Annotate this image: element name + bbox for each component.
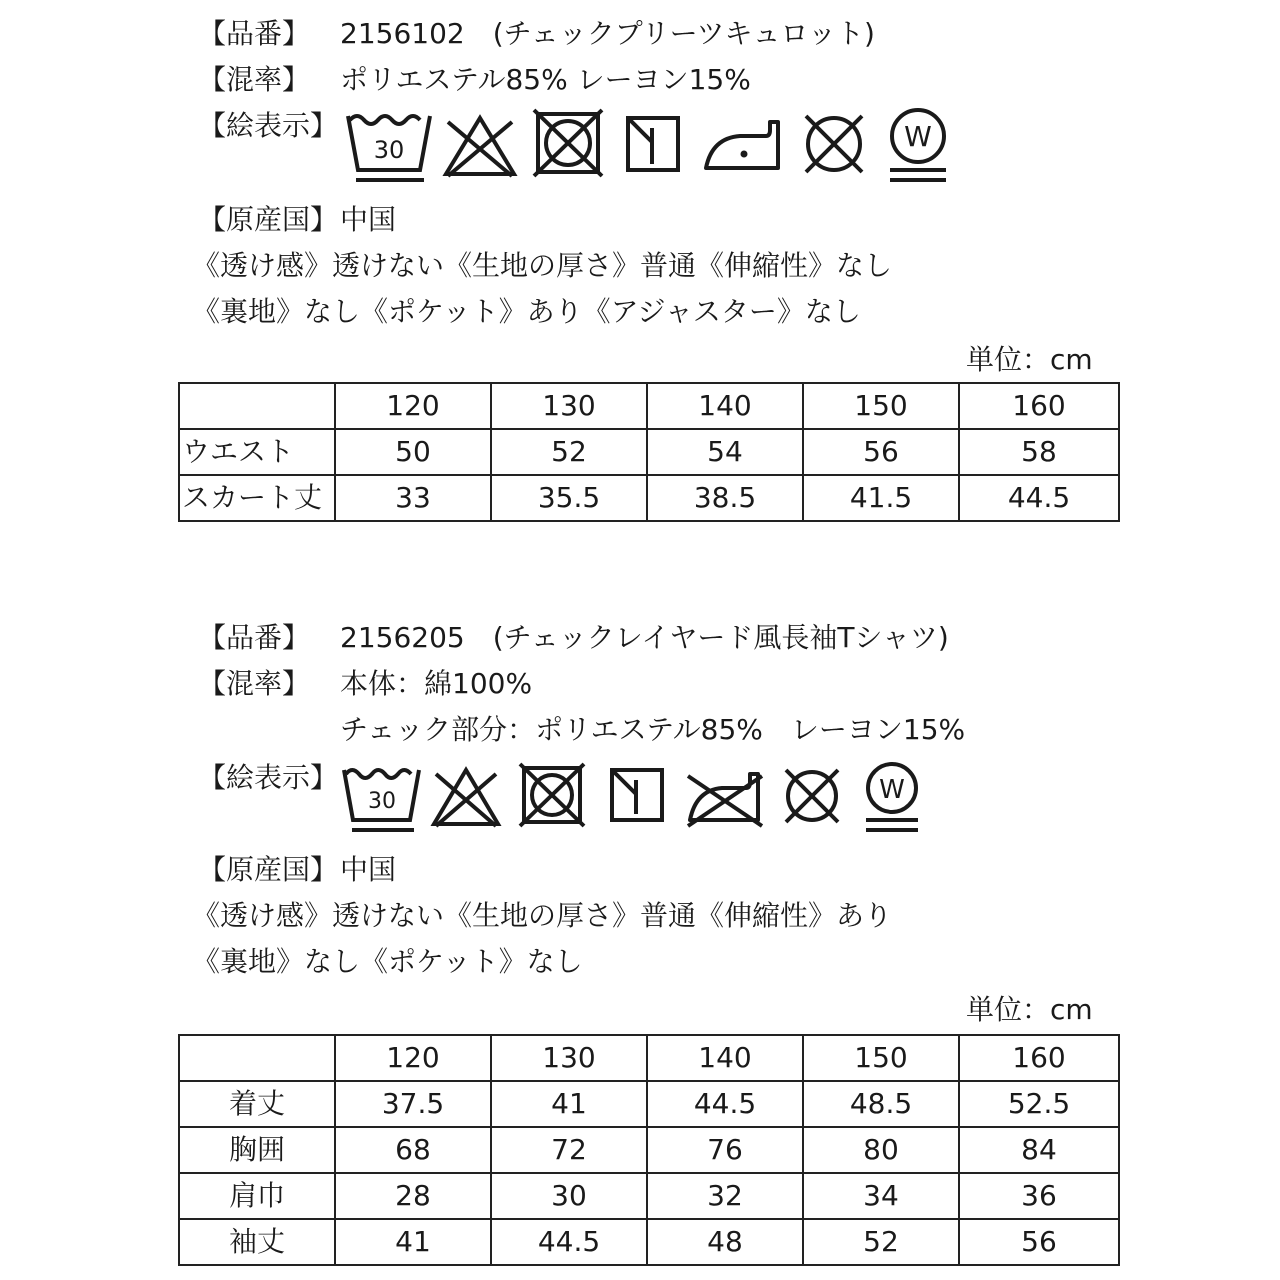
no-tumble-dry-icon: [514, 762, 604, 838]
svg-text:W: W: [904, 120, 932, 153]
care-label: 【絵表示】: [198, 109, 339, 142]
table-cell: 44.5: [647, 1081, 803, 1127]
table-row: [179, 1173, 1119, 1219]
table-row: [179, 429, 1119, 475]
table-header-row: [179, 383, 1119, 429]
properties-line-1: 《透け感》透けない《生地の厚さ》普通《伸縮性》あり: [192, 899, 893, 932]
table-cell: 28: [335, 1173, 491, 1219]
table-cell: 52: [491, 429, 647, 475]
table-cell: 50: [335, 429, 491, 475]
table-header-cell: 150: [803, 1035, 959, 1081]
item-number: 2156205 (チェックレイヤード風長袖Tシャツ): [340, 621, 949, 654]
origin-label: 【原産国】: [198, 203, 339, 236]
line-dry-shade-icon: [604, 762, 684, 838]
table-header-cell: 160: [959, 383, 1119, 429]
table-cell: 58: [959, 429, 1119, 475]
table-cell: 30: [491, 1173, 647, 1219]
properties-line-2: 《裏地》なし《ポケット》あり《アジャスター》なし: [192, 295, 861, 328]
table-cell: 72: [491, 1127, 647, 1173]
properties-line-1: 《透け感》透けない《生地の厚さ》普通《伸縮性》なし: [192, 249, 893, 282]
table-row: [179, 1127, 1119, 1173]
table-row: [179, 1219, 1119, 1265]
mix-value-2: チェック部分：ポリエステル85% レーヨン15%: [340, 713, 966, 746]
origin-value: 中国: [340, 853, 397, 886]
table-header-cell: 130: [491, 383, 647, 429]
item-label: 【品番】: [198, 621, 311, 654]
table-cell: 52.5: [959, 1081, 1119, 1127]
care-icons: [340, 762, 936, 838]
iron-low-icon: [700, 108, 796, 188]
table-cell: 48.5: [803, 1081, 959, 1127]
wet-clean-icon: [884, 108, 964, 188]
row-label: スカート丈: [179, 475, 335, 521]
table-header-cell: 130: [491, 1035, 647, 1081]
table-header-cell: 120: [335, 383, 491, 429]
row-label: 袖丈: [179, 1219, 335, 1265]
line-dry-shade-icon: [620, 108, 700, 188]
svg-text:W: W: [879, 775, 905, 805]
no-dryclean-icon: [776, 762, 860, 838]
row-label: 肩巾: [179, 1173, 335, 1219]
wash-30-icon: [340, 762, 428, 838]
no-dryclean-icon: [796, 108, 884, 188]
table-cell: 84: [959, 1127, 1119, 1173]
row-label: ウエスト: [179, 429, 335, 475]
svg-text:30: 30: [373, 136, 405, 164]
table-header-cell: 150: [803, 383, 959, 429]
origin-value: 中国: [340, 203, 397, 236]
table-cell: 80: [803, 1127, 959, 1173]
table-cell: 37.5: [335, 1081, 491, 1127]
table-cell: 33: [335, 475, 491, 521]
table-header-cell: 160: [959, 1035, 1119, 1081]
mix-value: 本体：綿100%: [340, 667, 533, 700]
no-tumble-dry-icon: [528, 108, 620, 188]
wet-clean-icon: [860, 762, 936, 838]
table-header-cell: 120: [335, 1035, 491, 1081]
table-header-cell: [179, 383, 335, 429]
no-bleach-icon: [440, 108, 528, 188]
table-cell: 56: [803, 429, 959, 475]
no-iron-icon: [684, 762, 776, 838]
table-cell: 32: [647, 1173, 803, 1219]
table-cell: 41.5: [803, 475, 959, 521]
no-bleach-icon: [428, 762, 514, 838]
row-label: 着丈: [179, 1081, 335, 1127]
mix-label: 【混率】: [198, 667, 311, 700]
care-icons: [344, 108, 964, 188]
table-cell: 44.5: [491, 1219, 647, 1265]
table-cell: 76: [647, 1127, 803, 1173]
table-cell: 54: [647, 429, 803, 475]
table-header-cell: 140: [647, 383, 803, 429]
item-label: 【品番】: [198, 17, 311, 50]
table-header-cell: 140: [647, 1035, 803, 1081]
mix-label: 【混率】: [198, 63, 311, 96]
table-cell: 48: [647, 1219, 803, 1265]
unit-label: 単位：cm: [966, 343, 1093, 376]
origin-label: 【原産国】: [198, 853, 339, 886]
table-cell: 44.5: [959, 475, 1119, 521]
unit-label: 単位：cm: [966, 993, 1093, 1026]
table-cell: 38.5: [647, 475, 803, 521]
item-number: 2156102 (チェックプリーツキュロット): [340, 17, 875, 50]
table-header-row: [179, 1035, 1119, 1081]
table-header-cell: [179, 1035, 335, 1081]
size-table: [178, 382, 1120, 522]
table-cell: 35.5: [491, 475, 647, 521]
table-cell: 34: [803, 1173, 959, 1219]
size-table: [178, 1034, 1120, 1266]
table-row: [179, 1081, 1119, 1127]
row-label: 胸囲: [179, 1127, 335, 1173]
properties-line-2: 《裏地》なし《ポケット》なし: [192, 945, 583, 978]
mix-value: ポリエステル85% レーヨン15%: [340, 63, 751, 96]
svg-text:30: 30: [368, 789, 396, 814]
table-cell: 41: [491, 1081, 647, 1127]
table-cell: 36: [959, 1173, 1119, 1219]
wash-30-icon: [344, 108, 440, 188]
table-row: [179, 475, 1119, 521]
table-cell: 56: [959, 1219, 1119, 1265]
table-cell: 52: [803, 1219, 959, 1265]
table-cell: 68: [335, 1127, 491, 1173]
care-label: 【絵表示】: [198, 761, 339, 794]
table-cell: 41: [335, 1219, 491, 1265]
